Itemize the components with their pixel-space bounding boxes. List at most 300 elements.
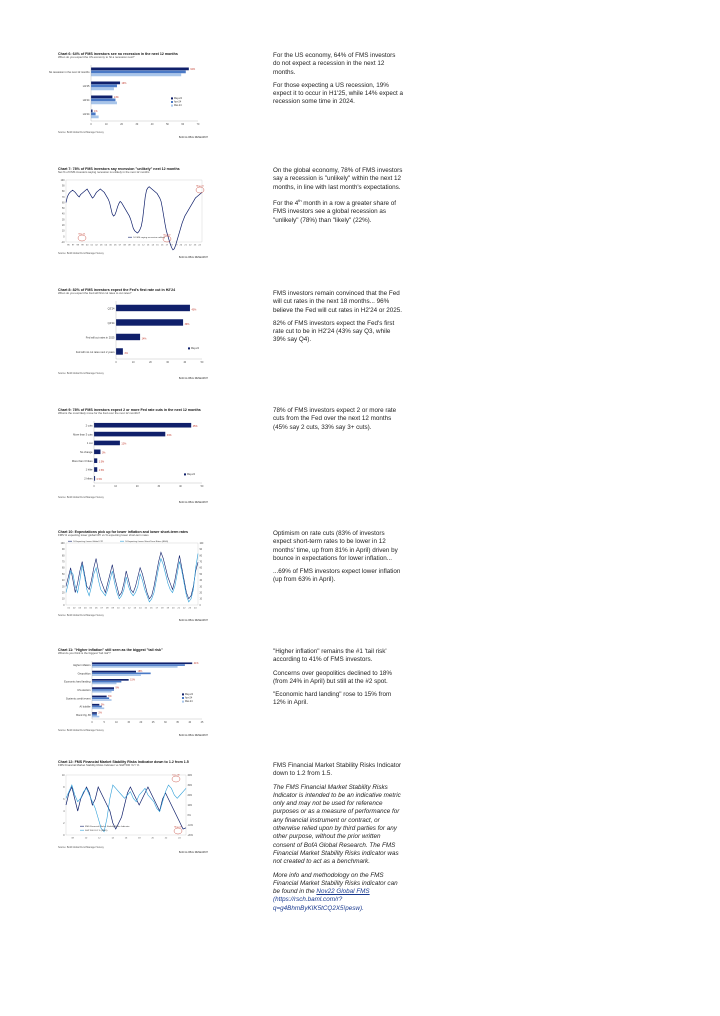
category-label: Fed will cut rates in 2025 <box>85 336 115 340</box>
chart-brand: BofA GLOBAL RESEARCH <box>178 136 208 139</box>
chart-7 <box>58 167 208 259</box>
y-tick-label: 90 <box>61 185 65 188</box>
x-tick-label: 5 <box>103 721 105 724</box>
x-tick-label: 01 <box>67 607 70 610</box>
paragraph: "Higher inflation" remains the #1 'tail risk' according to 41% of FMS investors. <box>273 648 387 664</box>
y-tick-label-right: 60 <box>199 567 203 570</box>
x-tick-label: 24 <box>178 837 181 840</box>
chart-title: Chart 9: 78% of FMS investors expect 2 or more Fed rate cuts in the next 12 months <box>58 408 201 412</box>
disclaimer: The FMS Financial Market Stability Risks Indicator is intended to be an indicative metric only and may not be used for reference purposes or as a measure of performance for any financial instrument or contract, or otherwise relied upon by third parties for any other purpose, without the prior written consent of BofA Global Research. The FMS Financial Market Stability Risks indicator was not created to act as a benchmark. <box>273 783 401 866</box>
bar <box>91 96 112 99</box>
y-tick-label: 60 <box>61 202 65 205</box>
y-tick-label: 80 <box>61 191 65 194</box>
category-label: Systemic credit event <box>65 697 91 701</box>
data-label: 41% <box>193 661 199 665</box>
x-tick-label: 16 <box>150 607 153 610</box>
legend-entry: S&P 500 YoY % (RHS) <box>85 830 108 832</box>
x-tick-label: 14 <box>111 837 114 840</box>
y-tick-label-right: 70 <box>199 561 203 564</box>
x-tick-label: 09 <box>111 607 114 610</box>
x-tick-label: 10 <box>114 485 117 488</box>
bar <box>91 102 117 105</box>
chart-title: Chart 10: Expectations pick up for lower inflation and lower short-term rates <box>58 530 188 534</box>
chart-brand: BofA GLOBAL RESEARCH <box>178 851 208 854</box>
chart-12 <box>58 760 208 852</box>
chart-brand: BofA GLOBAL RESEARCH <box>178 501 208 504</box>
y-tick-label-right: -10% <box>187 824 193 827</box>
series-line <box>66 787 186 829</box>
y-tick-label: 0 <box>63 236 65 239</box>
x-tick-label: 14 <box>139 607 142 610</box>
y-tick-label-right: -20% <box>187 834 193 837</box>
y-tick-label: 70 <box>61 561 65 564</box>
bar <box>92 712 97 714</box>
annotation-circle <box>174 828 182 834</box>
x-tick-label: 50 <box>166 123 169 126</box>
chart-8 <box>58 288 208 380</box>
y-tick-label-right: 0% <box>187 814 191 817</box>
bar <box>116 334 140 340</box>
x-tick-label: 20 <box>151 837 154 840</box>
x-tick-label: 15 <box>144 607 147 610</box>
annotation-label: Dec-08 <box>172 774 180 777</box>
x-tick-label: 18 <box>170 244 173 247</box>
category-label: H1'25 <box>82 85 90 88</box>
category-label: Economic hard landing <box>64 680 91 684</box>
category-label: Fed will not cut rates next 2 years <box>75 350 115 354</box>
data-label: 19% <box>121 81 127 85</box>
bar <box>92 674 141 676</box>
category-label: 1 cut <box>86 442 93 446</box>
commentary-6 <box>273 52 403 112</box>
legend-entry: % Expecting Lower Global CPI <box>73 541 103 543</box>
bar-chart <box>58 297 208 371</box>
data-label: 33% <box>166 433 172 437</box>
y-tick-label: 90 <box>61 549 65 552</box>
x-tick-label: 30 <box>157 485 161 488</box>
x-tick-label: 0 <box>115 361 117 364</box>
legend-swatch <box>171 101 173 103</box>
chart-source: Source: BofA Global Fund Manager Survey <box>58 729 104 732</box>
chart-brand: BofA GLOBAL RESEARCH <box>178 734 208 737</box>
paragraph: 78% of FMS investors expect 2 or more rate cuts from the Fed over the next 12 months (45% say 2 cuts, 33% say 3+ cuts). <box>273 407 397 431</box>
data-label: 9% <box>115 686 119 690</box>
chart-title: Chart 12: FMS Financial Market Stability Risks Indicator down to 1.2 from 1.5 <box>58 760 189 764</box>
y-tick-label: 20 <box>61 592 65 595</box>
bar <box>92 716 99 718</box>
chart-subtitle: FMS Financial Market Stability Risks Indicator vs S&P 500 YoY % <box>58 763 140 768</box>
x-tick-label: 12 <box>98 837 101 840</box>
category-label: Higher inflation <box>73 664 91 668</box>
y-tick-label-right: 50 <box>199 573 203 576</box>
legend-swatch <box>188 347 190 349</box>
bar <box>92 699 112 701</box>
y-tick-label-right: 30 <box>199 586 203 589</box>
legend-entry: Apr-24 <box>185 696 193 700</box>
chart-brand: BofA GLOBAL RESEARCH <box>178 619 208 622</box>
legend-swatch <box>171 105 173 107</box>
chart-title: Chart 6: 64% of FMS investors see no recession in the next 12 months <box>58 52 178 56</box>
chart-brand: BofA GLOBAL RESEARCH <box>178 256 208 259</box>
bar <box>116 305 190 311</box>
paragraph: 82% of FMS investors expect the Fed's first rate cut to be in H2'24 (43% say Q3, while 39% say Q4). <box>273 319 395 344</box>
bar-chart <box>58 657 208 729</box>
nov22-fms-link[interactable]: Nov22 Global FMS <box>316 888 370 896</box>
series-line <box>66 187 202 250</box>
x-tick-label: 98 <box>76 244 79 247</box>
chart-subtitle: FMS % expecting lower global CPI vs % expecting lower short-term rates <box>58 533 149 538</box>
x-tick-label: 01 <box>90 244 94 247</box>
x-tick-label: 12 <box>128 607 131 610</box>
bar <box>92 689 114 691</box>
category-label: Q4'24 <box>107 321 115 325</box>
chart-source: Source: BofA Global Fund Manager Survey <box>58 614 104 617</box>
legend-swatch <box>171 97 173 99</box>
annotation-label: May-24 <box>196 185 204 188</box>
x-tick-label: 50 <box>200 485 204 488</box>
category-label: Geopolitics <box>77 672 91 676</box>
x-tick-label: 40 <box>183 361 187 364</box>
chart-brand: BofA GLOBAL RESEARCH <box>178 377 208 380</box>
legend-entry: Mar-24 <box>185 700 193 704</box>
x-tick-label: 08 <box>106 607 109 610</box>
x-tick-label: 21 <box>177 607 180 610</box>
commentary-7 <box>273 167 403 230</box>
y-tick-label: 10 <box>61 230 65 233</box>
y-tick-label: 4 <box>63 810 65 813</box>
y-tick-label: 10 <box>61 598 65 601</box>
x-tick-label: 07 <box>100 607 103 610</box>
x-tick-label: 02 <box>95 244 98 247</box>
legend-entry: % Expecting Lower Short-Term Rates (RHS) <box>125 541 169 543</box>
y-tick-label: 50 <box>61 573 65 576</box>
bar <box>92 662 192 664</box>
chart-source: Source: BofA Global Fund Manager Survey <box>58 131 104 134</box>
legend-swatch <box>182 693 184 695</box>
y-tick-label-right: 40% <box>187 774 193 777</box>
chart-source: Source: BofA Global Fund Manager Survey <box>58 496 104 499</box>
x-tick-label: 14 <box>151 244 154 247</box>
y-tick-label-right: 30% <box>187 784 193 787</box>
line-chart <box>58 769 208 845</box>
commentary-10 <box>273 530 403 590</box>
category-label: No change <box>79 451 93 454</box>
x-tick-label: 10 <box>131 361 135 364</box>
bar <box>92 707 104 709</box>
methodology-url[interactable]: (https://rsch.baml.com/r?q=g4BhmByKIK5tCQ2X5!pesw). <box>273 896 364 912</box>
bar <box>116 319 183 325</box>
paragraph: FMS Financial Market Stability Risks Indicator down to 1.2 from 1.5. <box>273 762 402 778</box>
bar <box>116 348 123 354</box>
x-tick-label: 13 <box>146 244 150 247</box>
category-label: AI bubble <box>79 705 91 709</box>
x-tick-label: 0 <box>91 721 93 724</box>
x-tick-label: 19 <box>166 607 169 610</box>
x-tick-label: 30 <box>166 361 169 364</box>
x-tick-label: 10 <box>132 244 136 247</box>
paragraph: Concerns over geopolitics declined to 18% (from 24% in April) but still at the #2 spot. <box>273 669 393 685</box>
x-tick-label: 05 <box>89 607 92 610</box>
legend-entry: Mar-24 <box>174 104 182 108</box>
category-label: Q3'24 <box>107 307 115 311</box>
x-tick-label: 15 <box>127 721 131 724</box>
chart-10 <box>58 530 208 622</box>
x-tick-label: 21 <box>184 244 187 247</box>
bar <box>91 110 93 113</box>
paragraph: "Economic hard landing" rose to 15% from 12% in April. <box>273 691 392 707</box>
paragraph: Optimism on rate cuts (83% of investors expect short-term rates to be lower in 12 months' time, up from 81% in April) driven by bounce in expectations for lower inflation... <box>273 530 398 562</box>
x-tick-label: 20 <box>120 123 123 126</box>
bar <box>92 666 178 668</box>
x-tick-label: 04 <box>104 244 108 247</box>
x-tick-label: 10 <box>104 123 108 126</box>
x-tick-label: 25 <box>151 721 155 724</box>
annotation-circle <box>196 187 204 193</box>
category-label: US election <box>77 689 91 692</box>
bar <box>94 458 97 463</box>
y-tick-label: 10 <box>61 774 65 777</box>
y-tick-label: 30 <box>61 586 65 589</box>
y-tick-label: 40 <box>61 213 65 216</box>
x-tick-label: 16 <box>124 837 128 840</box>
bar <box>92 683 116 685</box>
bar <box>92 679 129 681</box>
legend-swatch <box>184 473 186 475</box>
x-tick-label: 22 <box>189 244 192 247</box>
data-label: 4% <box>124 351 128 355</box>
paragraph: On the global economy, 78% of FMS investors say a recession is "unlikely" within the next 12 months, in line with last month's expectations. <box>273 167 403 191</box>
y-tick-label: -10 <box>61 241 65 244</box>
bar <box>91 116 99 119</box>
x-tick-label: 23 <box>193 244 197 247</box>
annotation-circle <box>172 776 180 782</box>
bar <box>94 450 100 455</box>
chart-source: Source: BofA Global Fund Manager Survey <box>58 252 104 255</box>
x-tick-label: 06 <box>95 607 98 610</box>
bar <box>92 671 136 673</box>
x-tick-label: 99 <box>81 244 84 247</box>
chart-title: Chart 8: 82% of FMS investors expect the Fed's first rate cut in H2'24 <box>58 288 176 292</box>
x-tick-label: 20 <box>149 361 152 364</box>
bar <box>94 423 191 428</box>
annotation-label: Nov-22 <box>163 234 171 237</box>
y-tick-label: 100 <box>60 542 65 545</box>
chart-subtitle: What is the most likely move for the Fed over the next 12 months? <box>58 411 141 416</box>
y-tick-label-right: 90 <box>199 549 203 552</box>
legend-entry: May-24 <box>191 347 199 350</box>
y-tick-label: 20 <box>61 224 65 227</box>
y-tick-label-right: 100 <box>199 542 204 545</box>
chart-subtitle: When do you expect the US economy to hit a recession next? <box>58 55 135 60</box>
x-tick-label: 20 <box>179 244 183 247</box>
y-tick-label: 0 <box>63 604 65 607</box>
category-label: H1'24 <box>82 113 90 116</box>
legend-entry: % FMS saying recession unlikely <box>133 237 165 239</box>
data-label: 12% <box>121 442 127 446</box>
x-tick-label: 10 <box>115 721 118 724</box>
x-tick-label: 03 <box>78 607 81 610</box>
chart-11 <box>58 648 208 740</box>
bar <box>92 714 97 716</box>
y-tick-label: 80 <box>61 555 65 558</box>
x-tick-label: 0 <box>90 123 92 126</box>
x-tick-label: 12 <box>142 244 145 247</box>
data-label: 1% <box>94 109 98 113</box>
x-tick-label: 23 <box>188 607 191 610</box>
bar <box>92 691 112 693</box>
y-tick-label-right: 0 <box>199 604 201 607</box>
line-chart <box>58 539 208 615</box>
x-tick-label: 17 <box>165 244 169 247</box>
y-tick-label-right: 10 <box>199 598 203 601</box>
y-tick-label: 0 <box>63 834 65 837</box>
legend-swatch <box>182 701 184 703</box>
data-label: 3% <box>100 703 105 707</box>
bar-chart <box>58 417 208 495</box>
y-tick-label: 30 <box>61 219 65 222</box>
paragraph: For the 4th month in a row a greater share of FMS investors see a global recession as "unlikely" (78%) than "likely" (22%). <box>273 197 397 224</box>
x-tick-label: 05 <box>109 244 112 247</box>
chart-title: Chart 7: 78% of FMS investors say recession "unlikely" next 12 months <box>58 167 180 171</box>
paragraph: For the US economy, 64% of FMS investors do not expect a recession in the next 12 months. <box>273 52 396 76</box>
data-label: 39% <box>184 322 190 326</box>
data-label: 6% <box>108 695 112 699</box>
x-tick-label: 35 <box>176 721 179 724</box>
data-label: 64% <box>190 67 196 71</box>
x-tick-label: 06 <box>114 244 117 247</box>
x-tick-label: 96 <box>67 244 70 247</box>
legend-entry: Apr-24 <box>174 100 182 104</box>
bar <box>92 704 99 706</box>
category-label: Bond Vig. Bl <box>76 713 91 717</box>
bar <box>94 441 120 446</box>
bar <box>91 82 120 85</box>
data-label: 14% <box>141 337 147 341</box>
data-label: 15% <box>130 678 135 682</box>
bar <box>94 476 95 481</box>
x-tick-label: 08 <box>123 244 126 247</box>
bar <box>91 85 117 88</box>
x-tick-label: 20 <box>172 607 175 610</box>
x-tick-label: 10 <box>84 837 88 840</box>
x-tick-label: 19 <box>174 244 178 247</box>
y-tick-label-right: 80 <box>199 555 203 558</box>
legend-entry: May-24 <box>185 693 193 696</box>
paragraph: For those expecting a US recession, 19% expect it to occur in H1'25, while 14% expect a recession some time in 2024. <box>273 81 404 106</box>
x-tick-label: 03 <box>99 244 103 247</box>
commentary-12 <box>273 762 403 918</box>
plot-frame <box>66 543 198 605</box>
bar <box>91 74 181 77</box>
data-label: 1.5% <box>98 460 105 464</box>
y-tick-label-right: 20 <box>199 592 203 595</box>
x-tick-label: 09 <box>128 244 131 247</box>
data-label: 3% <box>101 451 106 455</box>
x-tick-label: 17 <box>155 607 158 610</box>
bar <box>91 88 114 91</box>
x-tick-label: 60 <box>181 123 185 126</box>
chart-subtitle: When do you expect the Fed will first cut rates to cut rates? <box>58 291 132 296</box>
bar <box>94 432 165 437</box>
x-tick-label: 07 <box>118 244 122 247</box>
legend-entry: May-24 <box>187 473 195 476</box>
x-tick-label: 10 <box>117 607 120 610</box>
y-tick-label: 100 <box>60 179 65 182</box>
x-tick-label: 22 <box>183 607 186 610</box>
x-tick-label: 70 <box>196 123 200 126</box>
y-tick-label: 6 <box>63 798 65 801</box>
x-tick-label: 18 <box>161 607 164 610</box>
x-tick-label: 30 <box>163 721 167 724</box>
bar <box>92 687 114 689</box>
bar <box>92 696 107 698</box>
bar <box>91 113 96 116</box>
bar <box>92 697 109 699</box>
x-tick-label: 11 <box>122 607 125 610</box>
y-tick-label: 50 <box>61 208 65 211</box>
annotation-label: May-24 <box>174 826 182 829</box>
x-tick-label: 02 <box>73 607 76 610</box>
x-tick-label: 16 <box>160 244 164 247</box>
y-tick-label-right: 40 <box>199 580 203 583</box>
data-label: 43% <box>191 308 197 312</box>
y-tick-label: 70 <box>61 196 65 199</box>
data-label: 18% <box>137 670 143 674</box>
chart-title: Chart 11: "Higher inflation" still seen as the biggest "tail risk" <box>58 648 163 652</box>
y-tick-label: 8 <box>63 786 65 789</box>
x-tick-label: 50 <box>200 361 204 364</box>
category-label: 2 cuts <box>85 424 93 428</box>
x-tick-label: 24 <box>194 607 197 610</box>
category-label: No recession in the next 12 months <box>48 71 90 74</box>
x-tick-label: 40 <box>179 485 182 488</box>
bar <box>91 99 115 102</box>
chart-source: Source: BofA Global Fund Manager Survey <box>58 846 104 849</box>
x-tick-label: 15 <box>156 244 159 247</box>
x-tick-label: 0 <box>93 485 95 488</box>
chart-6 <box>48 52 208 140</box>
bar-chart <box>48 61 208 131</box>
category-label: 1 hike <box>85 468 93 472</box>
bar <box>94 467 97 472</box>
y-tick-label: 40 <box>61 580 65 583</box>
legend-entry: FMS Financial Market Stability Risks Indicator <box>85 826 130 828</box>
y-tick-label-right: 20% <box>187 794 193 797</box>
paragraph: FMS investors remain convinced that the Fed will cut rates in the next 18 months... 96% believe the Fed will cut rates in H2'24 or 2025. <box>273 290 402 314</box>
annotation-circle <box>78 235 86 241</box>
y-tick-label-right: 10% <box>187 804 193 807</box>
commentary-11 <box>273 648 403 713</box>
category-label: 2 hikes <box>84 477 93 481</box>
x-tick-label: 22 <box>164 837 168 840</box>
x-tick-label: 11 <box>137 244 140 247</box>
paragraph: ...69% of FMS investors expect lower inflation (up from 63% in April). <box>273 568 401 584</box>
x-tick-label: 40 <box>188 721 192 724</box>
chart-subtitle: What do you think is the biggest "tail risk"? <box>58 651 111 656</box>
y-tick-label: 2 <box>63 822 65 825</box>
y-tick-label: 60 <box>61 567 65 570</box>
x-tick-label: 30 <box>135 123 139 126</box>
x-tick-label: 45 <box>200 721 204 724</box>
bar <box>92 681 121 683</box>
bar <box>92 664 185 666</box>
bar <box>91 71 186 74</box>
legend-swatch <box>182 697 184 699</box>
x-tick-label: 00 <box>85 244 89 247</box>
data-label: 2% <box>98 711 102 715</box>
data-label: 1.5% <box>98 469 105 473</box>
annotation-label: Mar-01 <box>78 233 86 236</box>
